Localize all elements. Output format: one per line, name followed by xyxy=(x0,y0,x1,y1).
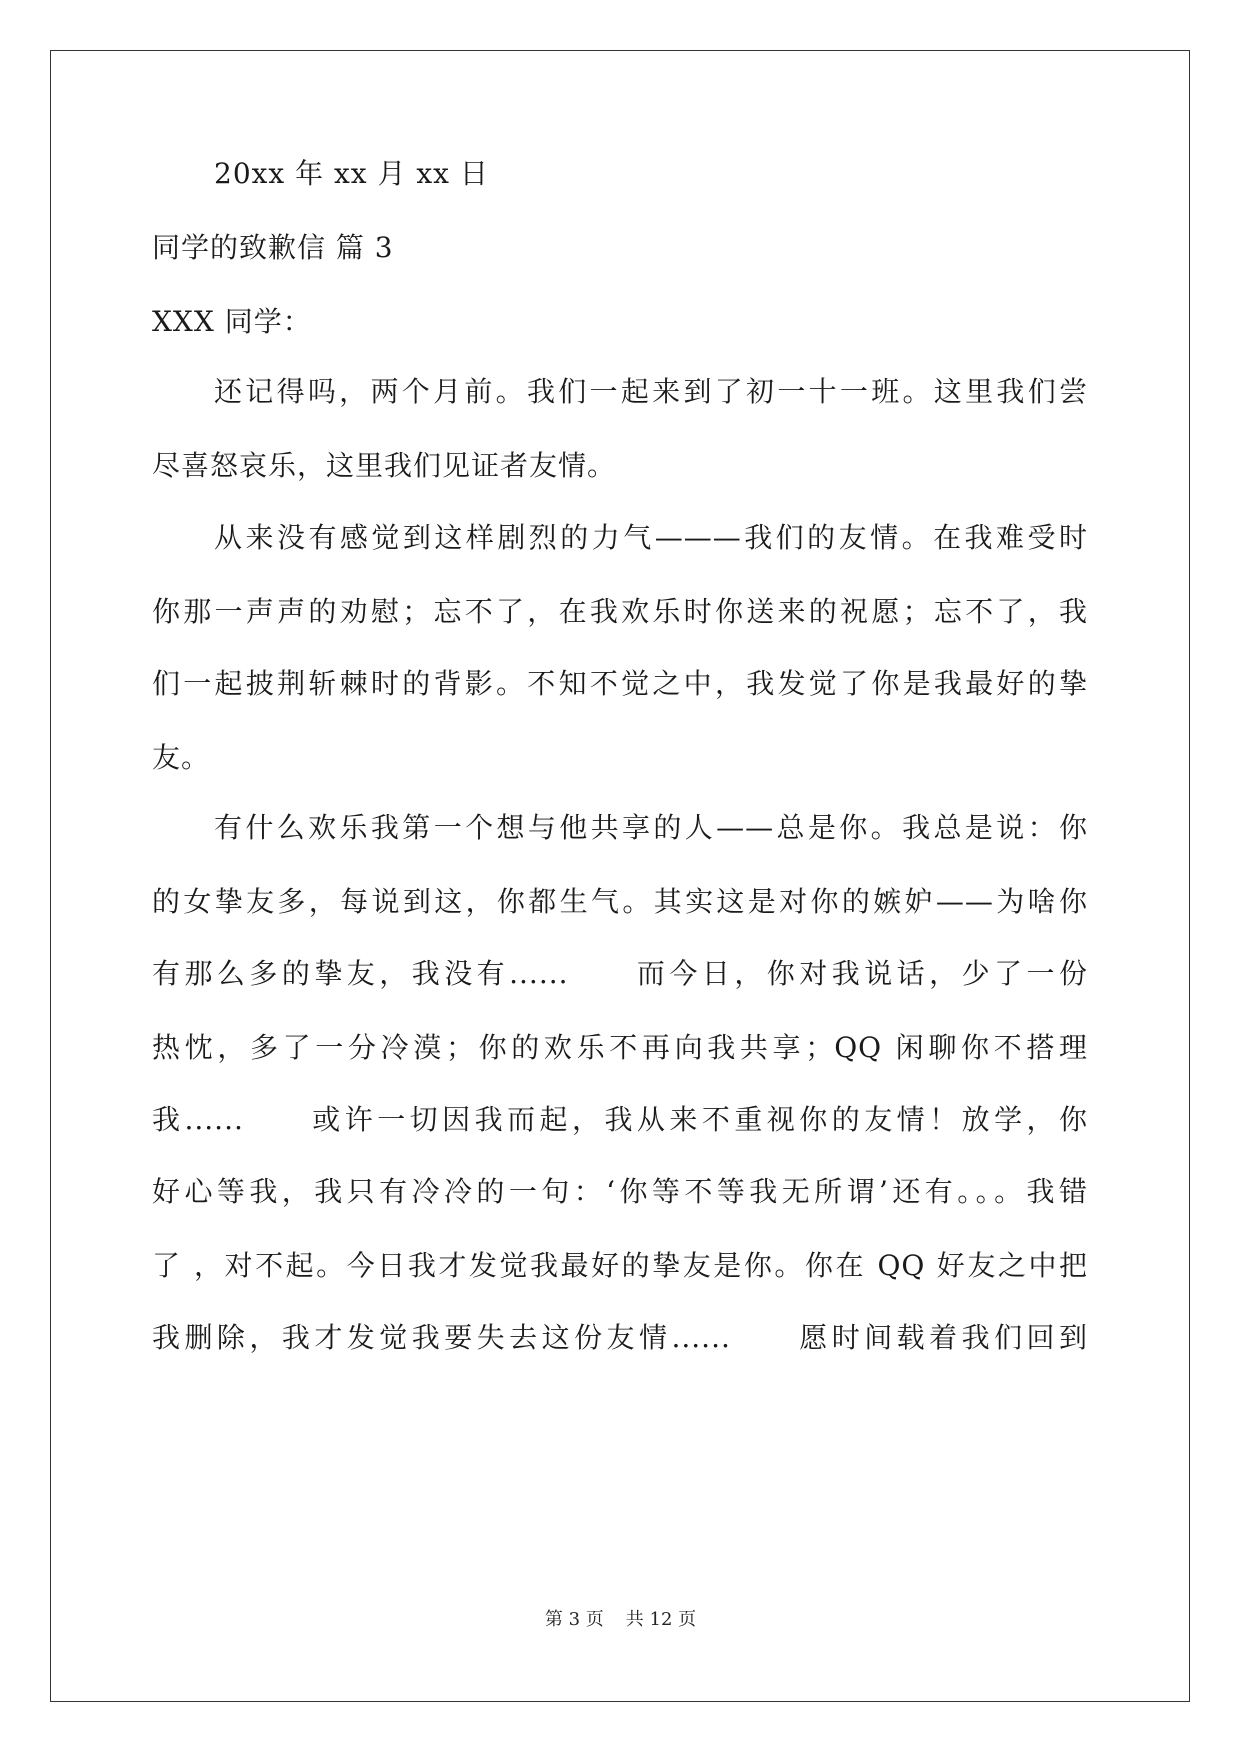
paragraph-line: 有什么欢乐我第一个想与他共享的人——总是你。我总是说：你 xyxy=(214,811,1088,844)
paragraph-line: 尽喜怒哀乐，这里我们见证者友情。 xyxy=(152,449,617,482)
paragraph-line: 友。 xyxy=(152,741,211,774)
page-number: 第 3 页 xyxy=(544,1609,604,1630)
paragraph-line: 还记得吗，两个月前。我们一起来到了初一十一班。这里我们尝 xyxy=(214,375,1088,408)
page-border xyxy=(50,50,1190,1702)
paragraph-line: 你那一声声的劝慰；忘不了，在我欢乐时你送来的祝愿；忘不了，我 xyxy=(152,595,1088,628)
paragraph-line: 的女挚友多，每说到这，你都生气。其实这是对你的嫉妒——为啥你 xyxy=(152,885,1088,918)
page-footer xyxy=(0,1608,1241,1632)
paragraph-line: 从来没有感觉到这样剧烈的力气———我们的友情。在我难受时 xyxy=(214,521,1088,554)
section-title: 同学的致歉信 篇 3 xyxy=(152,231,394,264)
paragraph-line: 我删除，我才发觉我要失去这份友情...... 愿时间载着我们回到 xyxy=(152,1321,1088,1354)
date-line: 20xx 年 xx 月 xx 日 xyxy=(214,157,489,190)
total-pages: 共 12 页 xyxy=(625,1609,697,1630)
paragraph-line: 我...... 或许一切因我而起，我从来不重视你的友情！放学，你 xyxy=(152,1103,1088,1136)
paragraph-line: 热忱，多了一分冷漠；你的欢乐不再向我共享；QQ 闲聊你不搭理 xyxy=(152,1031,1088,1064)
paragraph-line: 们一起披荆斩棘时的背影。不知不觉之中，我发觉了你是我最好的挚 xyxy=(152,667,1088,700)
salutation: XXX 同学： xyxy=(152,305,312,338)
paragraph-line: 好心等我，我只有冷冷的一句：‘你等不等我无所谓’还有。。。我错 xyxy=(152,1175,1088,1208)
paragraph-line: 了 ，对不起。今日我才发觉我最好的挚友是你。你在 QQ 好友之中把 xyxy=(152,1249,1088,1282)
paragraph-line: 有那么多的挚友，我没有...... 而今日，你对我说话，少了一份 xyxy=(152,957,1088,990)
